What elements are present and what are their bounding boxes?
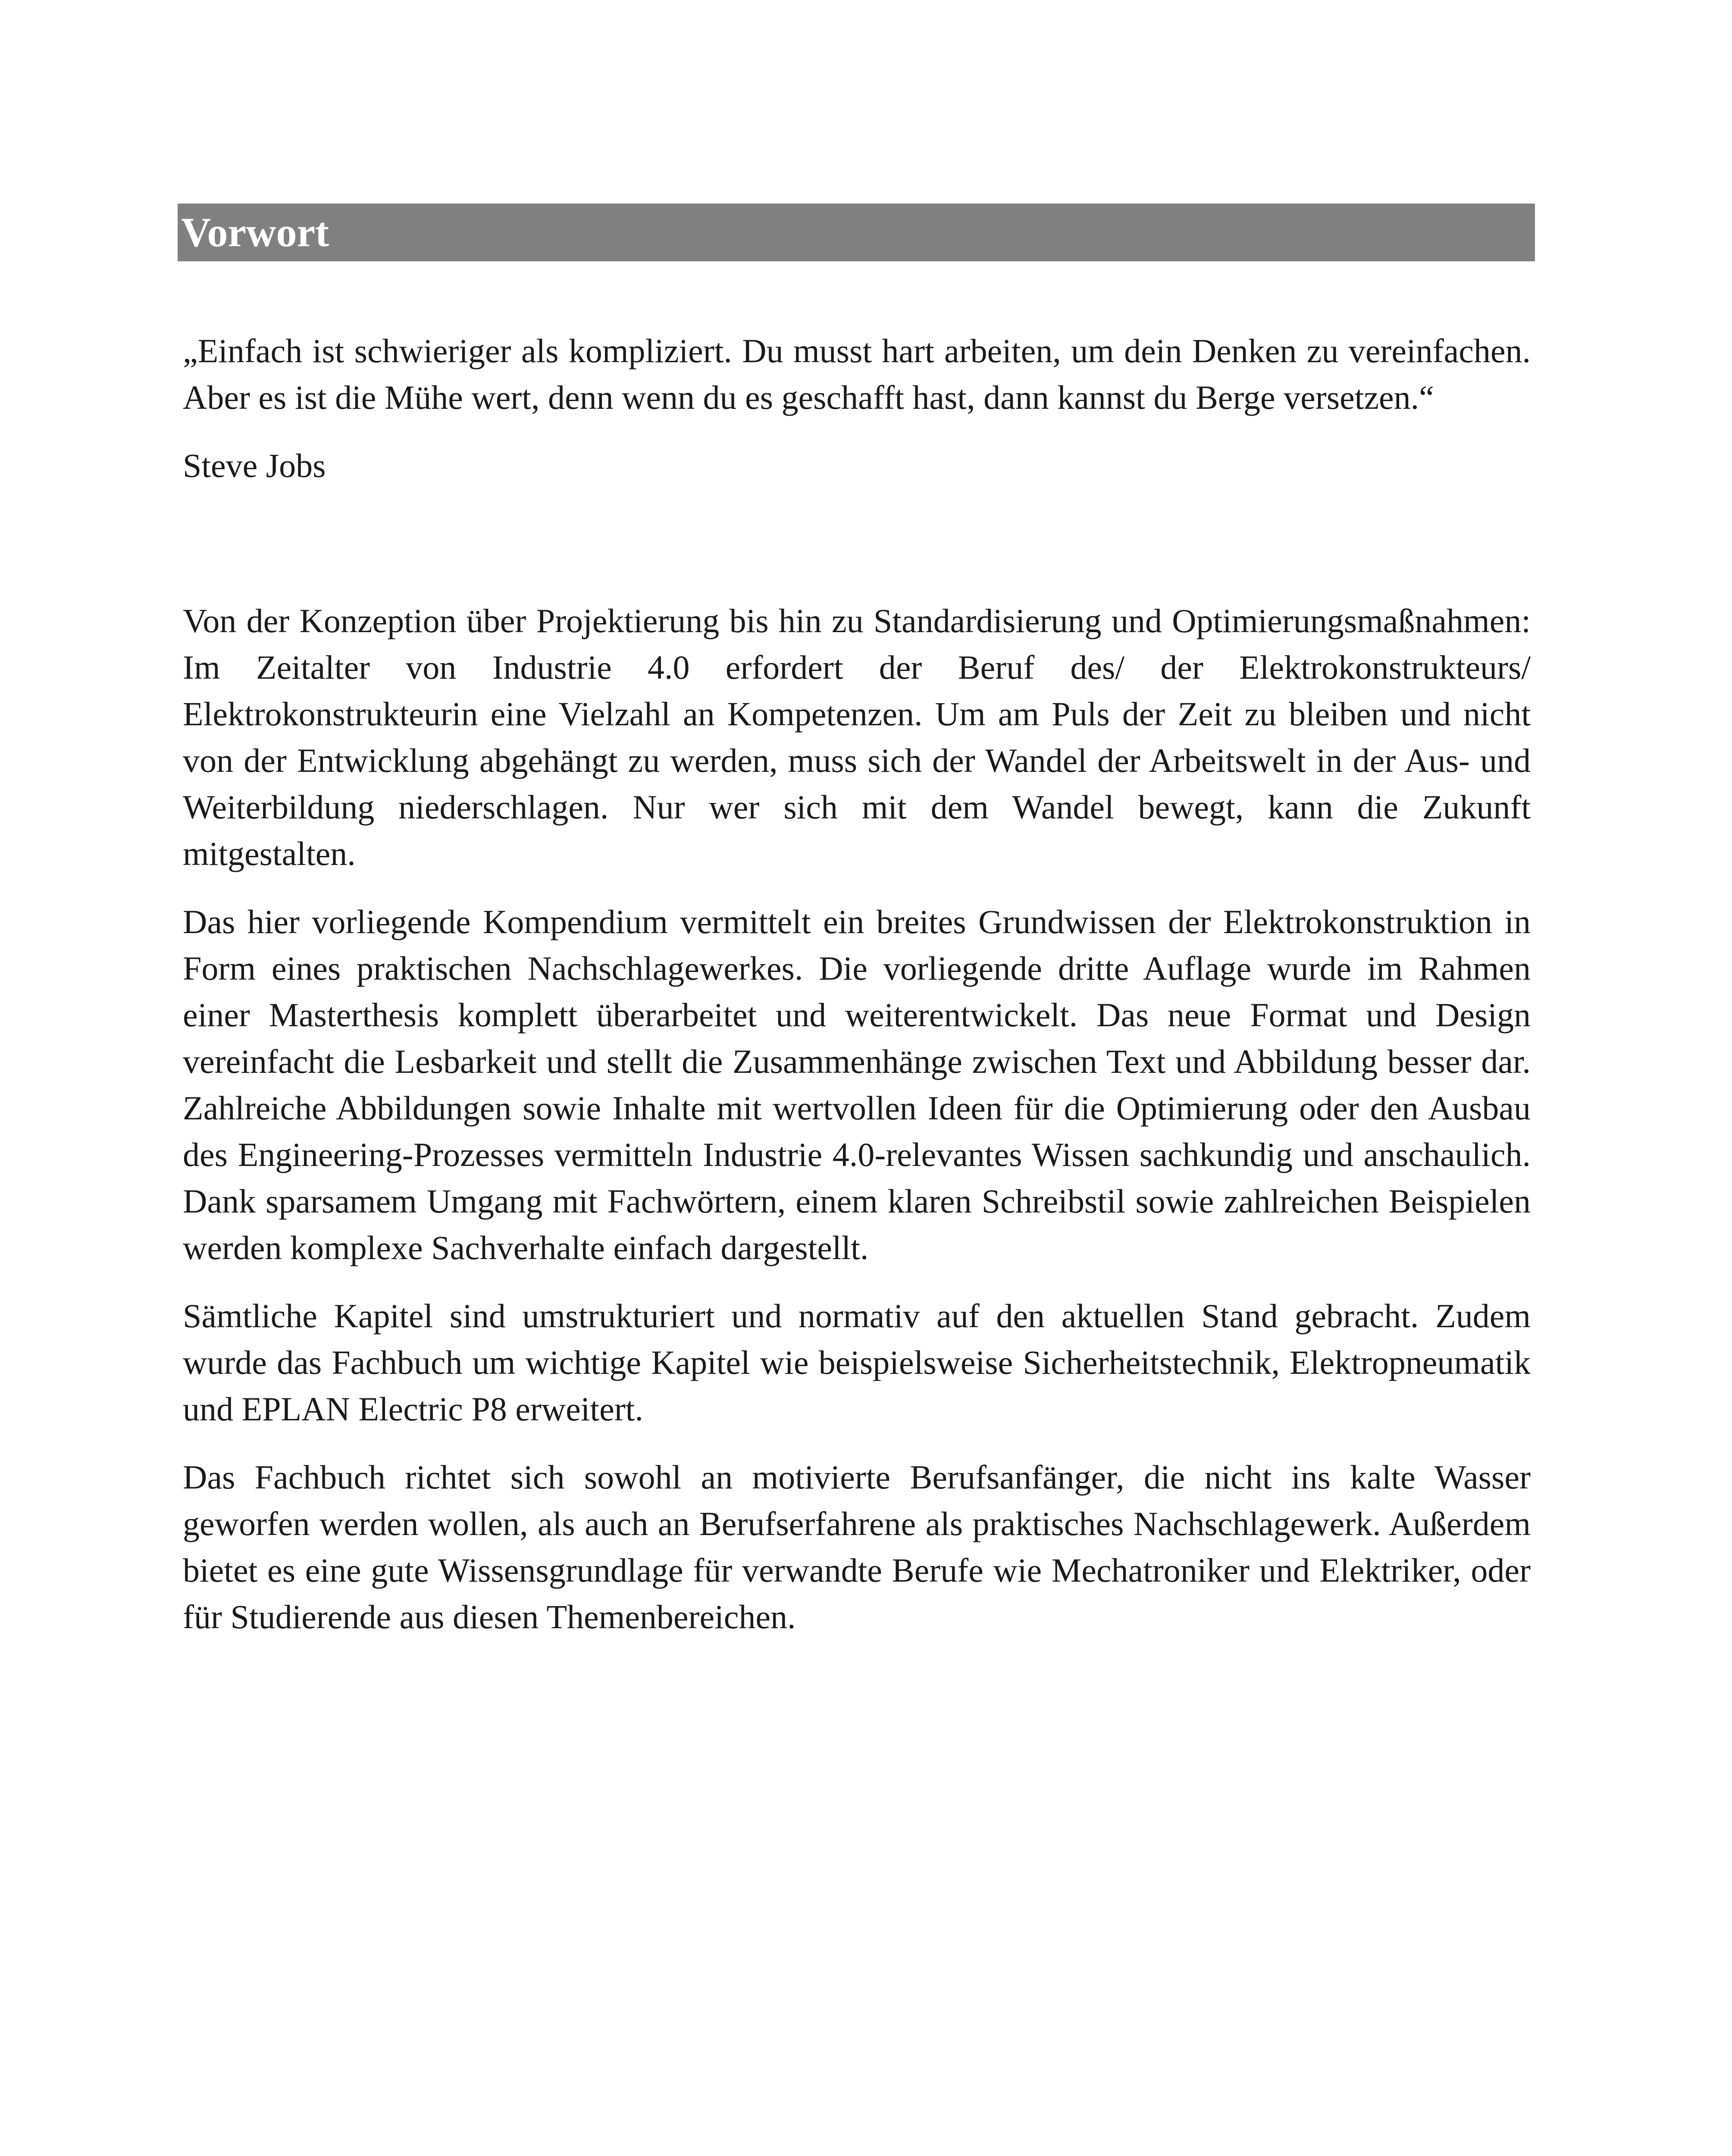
quote-text: „Einfach ist schwieriger als kompliziert. Du musst hart arbeiten, um dein Denken zu vereinfachen. Aber es ist die Mühe wert, denn wenn du es geschafft hast, dann kannst du Berge versetzen.“ — [183, 332, 1531, 416]
section-heading-bar — [178, 204, 1535, 261]
quote-author: Steve Jobs — [183, 447, 326, 484]
paragraph-2: Das hier vorliegende Kompendium vermittelt ein breites Grundwissen der Elektrokonstruktion in Form eines praktischen Nachschlagewerkes. Die vorliegende dritte Auflage wurde im Rahmen einer Masterthesis komplett überarbeitet und weiterentwickelt. Das neue Format und Design vereinfacht die Lesbarkeit und stellt die Zusammenhänge zwischen Text und Abbildung besser dar. Zahlreiche Abbildungen sowie Inhalte mit wertvollen Ideen für die Optimierung oder den Ausbau des Engineering-Prozesses vermitteln Industrie 4.0-relevantes Wissen sachkundig und anschaulich. Dank sparsamem Umgang mit Fachwörtern, einem klaren Schreibstil sowie zahlreichen Beispielen werden komplexe Sachverhalte einfach dargestellt. — [183, 903, 1531, 1266]
paragraph-1: Von der Konzeption über Projektierung bis hin zu Standardisierung und Optimierungsmaßnahmen: Im Zeitalter von Industrie 4.0 erfordert der Beruf des/ der Elektrokonstrukteurs/ Elektrokonstrukteurin eine Vielzahl an Kompetenzen. Um am Puls der Zeit zu bleiben und nicht von der Entwicklung abgehängt zu werden, muss sich der Wandel der Arbeitswelt in der Aus- und Weiterbildung niederschlagen. Nur wer sich mit dem Wandel bewegt, kann die Zukunft mitgestalten. — [183, 602, 1531, 872]
paragraph-4: Das Fachbuch richtet sich sowohl an motivierte Berufsanfänger, die nicht ins kalte Wasser geworfen werden wollen, als auch an Berufserfahrene als praktisches Nachschlagewerk. Außerdem bietet es eine gute Wissensgrundlage für verwandte Berufe wie Mechatroniker und Elektriker, oder für Studierende aus diesen Themenbereichen. — [183, 1458, 1531, 1636]
page-content — [183, 328, 1531, 1662]
paragraph-3: Sämtliche Kapitel sind umstrukturiert und normativ auf den aktuellen Stand gebracht. Zudem wurde das Fachbuch um wichtige Kapitel wie beispielsweise Sicherheitstechnik, Elektropneumatik und EPLAN Electric P8 erweitert. — [183, 1297, 1531, 1428]
section-title: Vorwort — [181, 209, 329, 255]
